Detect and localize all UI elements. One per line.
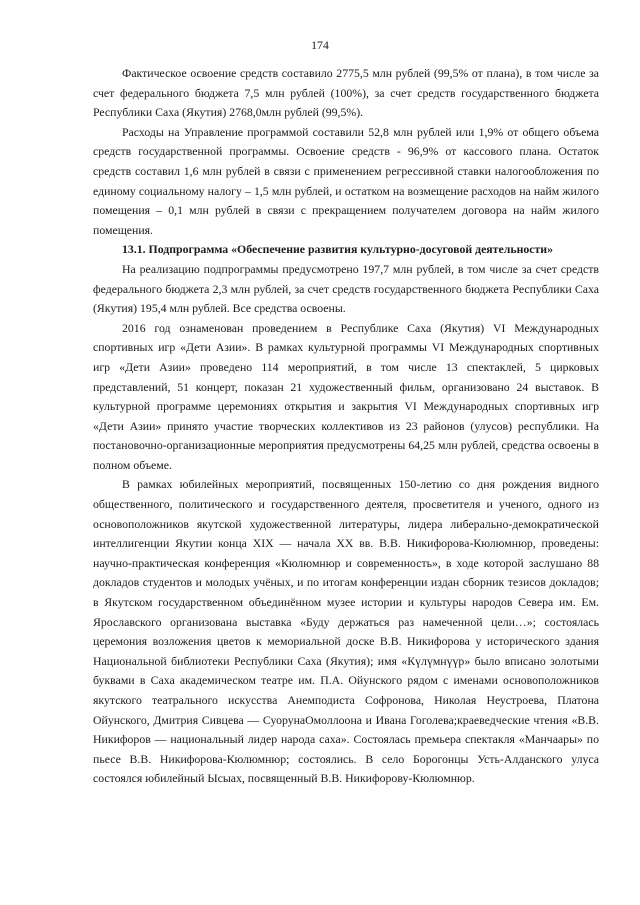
paragraph-children-of-asia: 2016 год ознаменован проведением в Республике Саха (Якутия) VI Международных спортивных игр «Дети Азии». В рамках культурной программы VI Международных спортивных игр «Дети Азии» проведено 114 мероприятий, в том числе 13 спектаклей, 5 цирковых представлений, 51 концерт, показан 21 художественный фильм, организовано 24 выставок. В культурной программе церемониях открытия и закрытия VI Международных спортивных игр «Дети Азии» принято участие творческих коллективов из 23 районов (улусов) республики. На постановочно-организационные мероприятия предусмотрены 64,25 млн рублей, средства освоены в полном объеме.: [93, 320, 599, 472]
page-number: 174: [311, 38, 329, 52]
paragraph-anniversary-events: В рамках юбилейных мероприятий, посвященных 150-летию со дня рождения видного общественного, политического и государственного деятеля, просветителя и ученого, одного из основоположников якутской художественной литературы, лидера либерально-демократической интеллигенции Якутии конца XIX — начала XX вв. В.В. Никифорова-Кюлюмнюр, проведены: научно-практическая конференция «Кюлюмнюр и современность», в ходе которой заслушано 88 докладов студентов и молодых учёных, и по итогам конференции издан сборник тезисов докладов; в Якутском государственном объединённом музее истории и культуры народов Севера им. Ем. Ярославского организована выставка «Буду держаться раз намеченной цели…»; состоялась церемония возложения цветов к мемориальной доске В.В. Никифорова у исторического здания Национальной библиотеки Республики Саха (Якутия); имя «Күлүмнүүр» было вписано золотыми буквами в Саха академическом театре им. П.А. Ойунского рядом с именами основоположников якутского театрального искусства Анемподиста Софронова, Николая Неустроева, Платона Ойунского, Дмитрия Сивцева — СуорунаОмоллоона и Ивана Гоголева;краеведческие чтения «В.В. Никифоров — национальный лидер народа саха». Состоялась премьера спектакля «Манчаары» по пьесе В.В. Никифорова-Кюлюмнюр; состоялись. В село Борогонцы Усть-Алданского улуса состоялся юбилейный Ысыах, посвященный В.В. Никифорову-Кюлюмнюр.: [93, 477, 599, 786]
body-text: [93, 64, 599, 789]
paragraph-subprogram-funding: На реализацию подпрограммы предусмотрено 197,7 млн рублей, в том числе за счет средств федерального бюджета 2,3 млн рублей, за счет средств государственного бюджета Республики Саха (Якутия) 195,4 млн рублей. Все средства освоены.: [93, 261, 599, 316]
paragraph-program-management: Расходы на Управление программой составили 52,8 млн рублей или 1,9% от общего объема средств государственной программы. Освоение средств - 96,9% от кассового плана. Остаток средств составил 1,6 млн рублей в связи с применением регрессивной ставки налогообложения по единому социальному налогу – 1,5 млн рублей, и остатком на возмещение расходов на найм жилого помещения – 0,1 млн рублей в связи с прекращением получателем договора на найм жилого помещения.: [93, 124, 599, 237]
paragraph-funds-execution: Фактическое освоение средств составило 2775,5 млн рублей (99,5% от плана), в том числе за счет федерального бюджета 7,5 млн рублей (100%), за счет средств государственного бюджета Республики Саха (Якутия) 2768,0млн рублей (99,5%).: [93, 66, 599, 120]
section-heading-13-1: 13.1. Подпрограмма «Обеспечение развития культурно-досуговой деятельности»: [122, 242, 553, 257]
